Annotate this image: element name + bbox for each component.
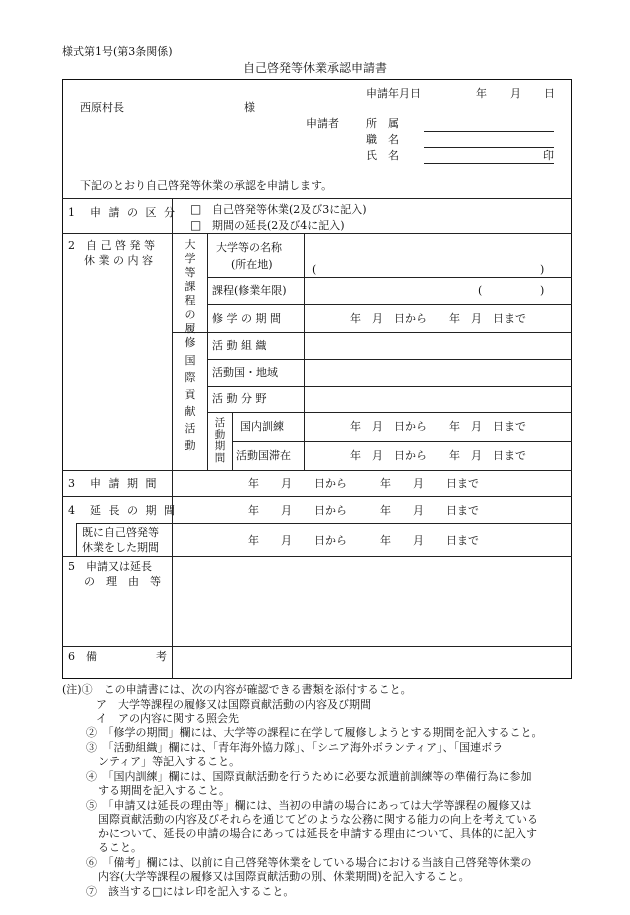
note-1a: ア 大学等課程の履修又は国際貢献活動の内容及び期間 — [96, 698, 371, 711]
addressee: 西原村長 — [80, 101, 124, 114]
honorific: 様 — [244, 101, 255, 114]
note-3-line1: ③ 「活動組織」欄には、「青年海外協力隊」、「シニア海外ボランティア」、「国連ボラ — [86, 741, 504, 754]
affiliation-label: 所 属 — [366, 117, 399, 130]
note-6-line1: ⑥ 「備考」欄には、以前に自己啓発等休業をしている場合における当該自己啓発等休業の — [86, 856, 532, 869]
domestic-training-period: 年 月 日から 年 月 日まで — [350, 420, 526, 433]
section5-label-line1: 5 申請又は延長 — [68, 560, 152, 573]
section6-label-right: 考 — [156, 650, 167, 663]
section4-label: 4 延 長 の 期 間 — [68, 504, 177, 517]
date-label: 申請年月日 — [366, 87, 421, 100]
note-7: ⑦ 該当する□にはレ印を記入すること。 — [86, 885, 295, 898]
reason-textarea[interactable] — [176, 560, 568, 642]
intl-contribution-group-label: 国際貢献活動 — [184, 354, 196, 452]
note-3-line2: ンティア」等記入すること。 — [98, 755, 241, 768]
affiliation-field[interactable] — [424, 131, 554, 132]
extension-period-value: 年 月 日から 年 月 日まで — [248, 504, 479, 517]
request-sentence: 下記のとおり自己啓発等休業の承認を申請します。 — [80, 179, 333, 192]
note-1b: イ アの内容に関する照会先 — [96, 712, 239, 725]
activity-period-group-label: 活動期間 — [214, 417, 226, 464]
date-year: 年 — [476, 87, 487, 100]
form-title: 自己啓発等休業承認申請書 — [242, 61, 387, 75]
date-month: 月 — [510, 87, 521, 100]
univ-course-group-label: 大学等課程の履修 — [184, 238, 196, 349]
date-day: 日 — [544, 87, 555, 100]
applicant-label: 申請者 — [306, 117, 339, 130]
position-label: 職 名 — [366, 133, 399, 146]
activity-field-label: 活 動 分 野 — [212, 392, 267, 405]
checkbox-self-development[interactable]: □ — [190, 202, 202, 216]
course-paren-open: ( — [478, 284, 483, 297]
prior-leave-label-line2: 休業をした期間 — [82, 541, 159, 554]
name-label: 氏 名 — [366, 149, 399, 162]
abroad-stay-label: 活動国滞在 — [236, 449, 291, 462]
application-period-value: 年 月 日から 年 月 日まで — [248, 477, 479, 490]
section2-label-line2: 休 業 の 内 容 — [84, 254, 153, 267]
domestic-training-label: 国内訓練 — [240, 420, 284, 433]
section1-label: 1 申 請 の 区 分 — [68, 206, 177, 219]
prior-leave-label-line1: 既に自己啓発等 — [82, 526, 159, 539]
univ-paren-close: ) — [540, 263, 545, 276]
univ-paren-open: ( — [312, 263, 317, 276]
note-intro: (注)① この申請書には、次の内容が確認できる書類を添付すること。 — [62, 683, 412, 696]
remarks-field[interactable] — [176, 650, 568, 676]
note-2: ② 「修学の期間」欄には、大学等の課程に在学して履修しようとする期間を記入すること。 — [86, 726, 543, 739]
course-label: 課程(修業年限) — [212, 284, 287, 297]
study-period-value: 年 月 日から 年 月 日まで — [350, 312, 526, 325]
note-5-line3: かについて、延長の申請の場合にあっては延長を申請する理由について、具体的に記入す — [98, 827, 538, 840]
note-5-line4: ること。 — [98, 841, 142, 854]
abroad-stay-period: 年 月 日から 年 月 日まで — [350, 449, 526, 462]
study-period-label: 修 学 の 期 間 — [212, 312, 281, 325]
prior-leave-period-value: 年 月 日から 年 月 日まで — [248, 534, 479, 547]
activity-org-label: 活 動 組 織 — [212, 339, 267, 352]
section6-label: 6 備 — [68, 650, 97, 663]
checkbox-extension[interactable]: □ — [190, 218, 202, 232]
section5-label-line2: の 理 由 等 — [84, 575, 161, 588]
univ-address-label: (所在地) — [231, 258, 273, 271]
position-field[interactable] — [424, 147, 554, 148]
activity-country-label: 活動国・地域 — [212, 366, 278, 379]
section2-label-line1: 2 自 己 啓 発 等 — [68, 239, 155, 252]
option-self-development: 自己啓発等休業(2及び3に記入) — [212, 203, 367, 216]
note-4-line2: する期間を記入すること。 — [98, 784, 230, 797]
note-4-line1: ④ 「国内訓練」欄には、国際貢献活動を行うために必要な派遣前訓練等の準備行為に参加 — [86, 770, 532, 783]
note-6-line2: 内容(大学等課程の履修又は国際貢献活動の別、休業期間)を記入すること。 — [98, 870, 470, 883]
univ-name-label: 大学等の名称 — [216, 241, 282, 254]
form-number: 様式第1号(第3条関係) — [62, 45, 173, 58]
course-paren-close: ) — [540, 284, 545, 297]
section3-label: 3 申 請 期 間 — [68, 477, 159, 490]
note-5-line1: ⑤ 「申請又は延長の理由等」欄には、当初の申請の場合にあっては大学等課程の履修又は — [86, 799, 532, 812]
option-extension: 期間の延長(2及び4に記入) — [212, 219, 345, 232]
name-field[interactable] — [424, 163, 554, 164]
seal-mark: 印 — [543, 149, 554, 162]
note-5-line2: 国際貢献活動の内容及びそれらを通じてどのような公務に関する能力の向上を考えている — [98, 813, 538, 826]
